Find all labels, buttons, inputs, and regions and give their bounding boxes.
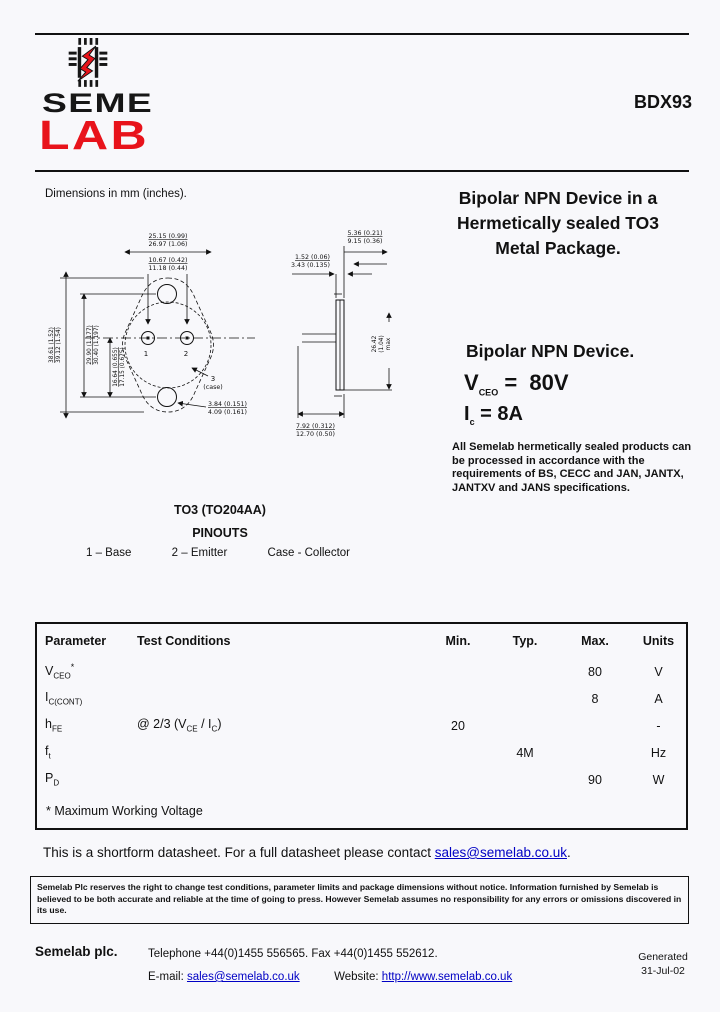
chip-logo-icon (68, 38, 108, 88)
dimensions-note: Dimensions in mm (inches). (45, 188, 187, 200)
units-value: V (654, 664, 663, 679)
package-title-line3: Metal Package. (495, 238, 621, 258)
dim-pin-to-hole-min: 16.64 (0.655) (113, 347, 119, 387)
min-value (425, 685, 491, 712)
package-title (418, 186, 698, 261)
table-header-row (37, 624, 686, 658)
param-symbol: P (45, 771, 54, 786)
dim-cap-height-min: 5.36 (0.21) (347, 230, 383, 237)
col-units: Units (642, 634, 675, 648)
ic-symbol: I (464, 403, 470, 425)
col-test-conditions: Test Conditions (137, 634, 231, 648)
case-pin-word: (case) (203, 384, 223, 391)
quality-note: All Semelab hermetically sealed products can be processed in accordance with the requirements of BS, CECC and JAN, JANTX, JANTXV and JANS specifications. (452, 441, 692, 494)
param-superscript: * (70, 662, 75, 673)
pin2-number: 2 (183, 350, 189, 358)
footer-website-link[interactable]: http://www.semelab.co.uk (381, 971, 513, 983)
units-value: W (652, 772, 665, 787)
cap-circle (125, 302, 211, 388)
dim-hole-spacing-min: 29.90 (1.177) (87, 325, 93, 365)
table-row (37, 712, 686, 739)
ic-subscript: c (469, 417, 475, 427)
table-row (37, 739, 686, 766)
param-subscript: CEO (53, 671, 71, 681)
max-value: 90 (588, 772, 602, 787)
footer-email-link[interactable]: sales@semelab.co.uk (186, 971, 300, 983)
typ-value (491, 685, 559, 712)
table-footnote: * Maximum Working Voltage (46, 804, 203, 818)
typ-value (491, 712, 559, 739)
param-symbol: V (45, 664, 54, 679)
param-subscript: FE (51, 724, 63, 734)
max-value: 8 (591, 691, 599, 706)
footer-company: Semelab plc. (35, 944, 118, 959)
pinouts-heading: PINOUTS (192, 526, 248, 540)
table-row (37, 766, 686, 793)
front-view (49, 233, 255, 418)
mounting-hole-top (158, 285, 177, 304)
dim-flange-length-max: 39.12 (1.54) (56, 327, 62, 363)
pinout-base: 1 – Base (86, 547, 132, 559)
shortform-note (43, 845, 571, 860)
vceo-value: = 80V (498, 370, 569, 395)
param-symbol: h (45, 717, 52, 732)
generated-label: Generated (638, 951, 688, 963)
max-value (559, 739, 631, 766)
ic-value: = 8A (474, 403, 523, 425)
shortform-text: This is a shortform datasheet. For a full datasheet please contact (43, 845, 435, 860)
dim-flange-thickness-min: 1.52 (0.06) (295, 254, 330, 261)
dim-overall-height-value: 26.42 (372, 335, 378, 353)
case-pin-number: 3 (210, 375, 216, 383)
header-rule (35, 170, 689, 172)
generated-date: 31-Jul-02 (641, 965, 685, 977)
units-value: A (654, 691, 663, 706)
min-value (425, 658, 491, 685)
dim-overall-height-max-label: max (386, 337, 392, 351)
device-subtitle: Bipolar NPN Device. (466, 341, 635, 361)
min-value: 20 (451, 718, 465, 733)
generated-stamp (628, 950, 698, 978)
col-typ: Typ. (512, 634, 538, 648)
to3-outline-drawing (40, 222, 420, 462)
mounting-hole-bottom (158, 388, 177, 407)
dim-hole-diameter-max: 4.09 (0.161) (208, 409, 247, 416)
sales-email-link[interactable]: sales@semelab.co.uk (434, 845, 567, 860)
dim-pin-length-min: 7.92 (0.312) (296, 423, 335, 430)
dim-cap-diameter-max: 25.15 (0.99) (148, 233, 188, 240)
package-name: TO3 (TO204AA) (174, 503, 266, 517)
param-subscript: t (48, 751, 51, 761)
dim-pin-spacing-max: 11.18 (0.44) (148, 265, 188, 272)
package-title-line2: Hermetically sealed TO3 (456, 213, 659, 233)
param-subscript: D (53, 778, 60, 788)
pinout-collector: Case - Collector (267, 547, 350, 559)
max-value (559, 712, 631, 739)
ic-spec (464, 403, 523, 427)
brand-lab: LAB (39, 112, 150, 158)
brand-seme: SEME (42, 88, 154, 118)
shortform-period: . (566, 845, 571, 860)
package-title-line1: Bipolar NPN Device in a (458, 188, 658, 208)
param-symbol: I (45, 690, 49, 705)
min-value (425, 766, 491, 793)
pinout-row (86, 547, 350, 559)
dim-pin-to-hole-max: 17.15 (0.675) (120, 347, 126, 387)
min-value (425, 739, 491, 766)
max-value: 80 (588, 664, 602, 679)
vceo-spec (464, 370, 569, 397)
side-view (291, 230, 392, 438)
dim-flange-thickness-max: 3.43 (0.135) (291, 262, 330, 269)
table-row (37, 658, 686, 685)
dim-overall-height-inches: (1.04) (379, 335, 385, 353)
disclaimer-box: Semelab Plc reserves the right to change test conditions, parameter limits and package dimensions without notice. Information furnished by Semelab is believed to be both accurate and reliable at the time of going to press. However Semelab assumes no responsibility for any errors or omissions discovered in its use. (30, 876, 689, 924)
dim-pin-spacing-min: 10.67 (0.42) (148, 257, 188, 264)
vceo-subscript: CEO (478, 387, 499, 398)
pinout-emitter: 2 – Emitter (171, 547, 228, 559)
website-label: Website: (334, 971, 382, 983)
footer-contacts (148, 971, 512, 983)
table-row (37, 685, 686, 712)
param-subscript: C(CONT) (48, 697, 83, 707)
dim-flange-length-min: 38.61 (1.52) (49, 327, 55, 363)
test-condition: @ 2/3 $(V_{CE} / I_C)$ (137, 717, 222, 734)
col-max: Max. (581, 634, 609, 648)
dim-pin-length-max: 12.70 (0.50) (296, 431, 335, 438)
typ-value (491, 658, 559, 685)
dim-hole-spacing-max: 30.40 (1.197) (94, 325, 100, 365)
dim-cap-diameter-min: 26.97 (1.06) (148, 241, 188, 248)
units-value: - (656, 718, 661, 733)
typ-value (491, 766, 559, 793)
top-rule (35, 33, 689, 35)
units-value: Hz (650, 745, 667, 760)
pin1-number: 1 (143, 350, 149, 358)
col-parameter: Parameter (45, 634, 107, 648)
dim-hole-diameter-min: 3.84 (0.151) (208, 401, 247, 408)
param-symbol: f (45, 744, 49, 759)
email-label: E-mail: (148, 971, 187, 983)
part-number: BDX93 (633, 92, 692, 112)
typ-value: 4M (516, 745, 534, 760)
dim-cap-height-max: 9.15 (0.36) (347, 238, 383, 245)
footer-phone: Telephone +44(0)1455 556565. Fax +44(0)1455 552612. (148, 948, 438, 960)
spec-table (35, 622, 688, 830)
col-min: Min. (445, 634, 471, 648)
vceo-symbol: V (464, 370, 479, 395)
